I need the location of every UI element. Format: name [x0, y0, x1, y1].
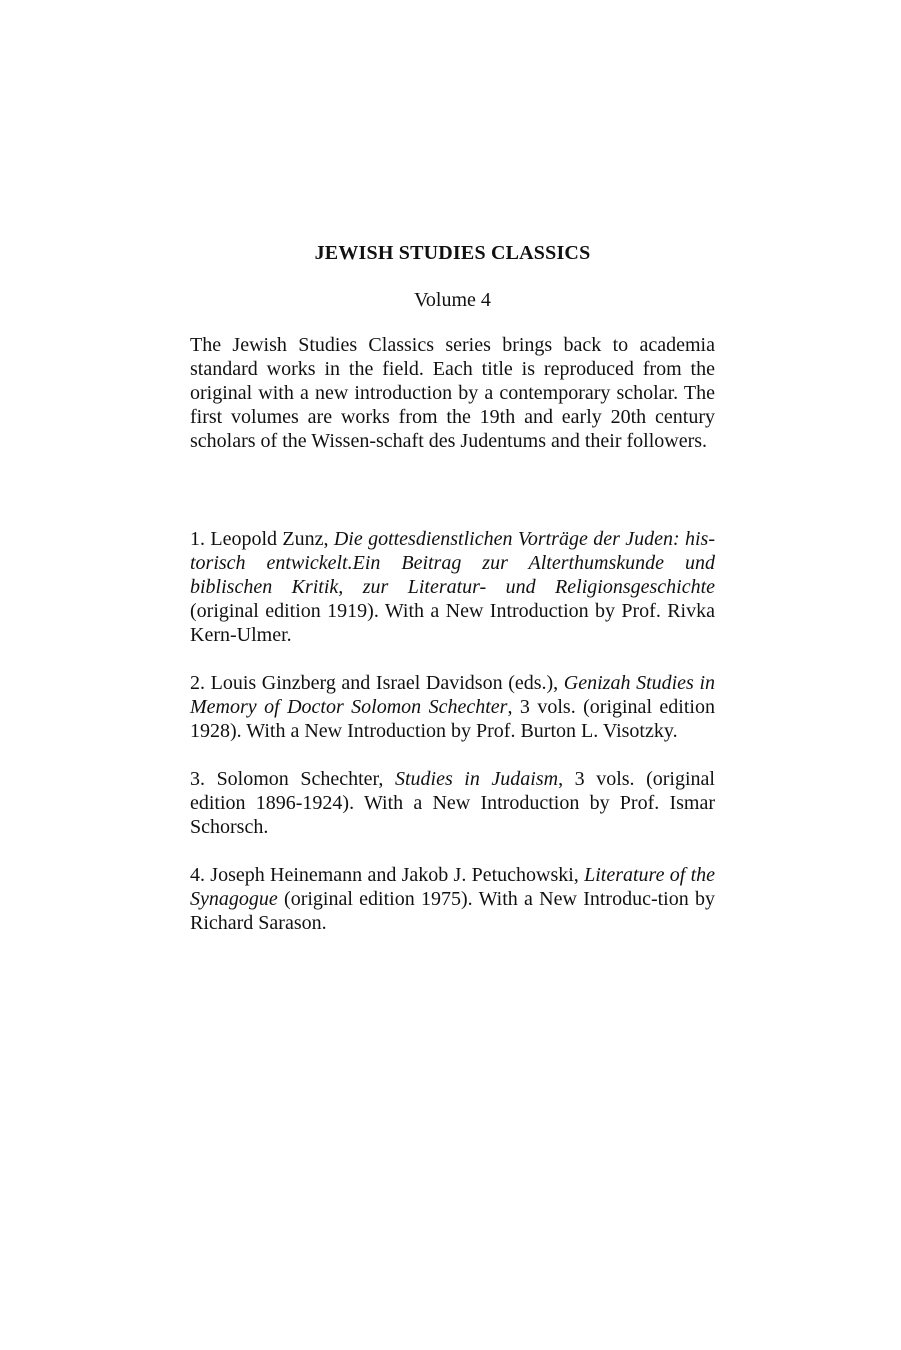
item-details: (original edition 1975). With a New Introduc-tion by Richard Sarason. — [190, 888, 716, 934]
item-work-title: Studies in Judaism — [394, 768, 559, 790]
item-work-title: Literature of the Synagogue — [190, 864, 716, 910]
series-title: JEWISH STUDIES CLASSICS — [314, 242, 591, 264]
item-author: Solomon Schechter, — [216, 768, 384, 790]
book-front-matter-page — [190, 238, 715, 959]
series-description: The Jewish Studies Classics series brings back to academia standard works in the field. Each title is reproduced from the original with a new introduction by a contemporary scholar. The first volumes are works from the 19th and early 20th century scholars of the Wissen-schaft des Judentums and their followers. — [190, 334, 715, 452]
item-author: Louis Ginzberg and Israel Davidson (eds.), — [210, 672, 559, 694]
item-work-title: Die gottesdienstlichen Vorträge der Juden: his-torisch entwickelt.Ein Beitrag zur Alterthumskunde und biblischen Kritik, zur Literatur- und Religionsgeschichte — [190, 528, 715, 598]
item-author: Leopold Zunz, — [210, 528, 329, 550]
item-details: , 3 vols. (original edition 1928). With a New Introduction by Prof. Burton L. Visotzky. — [190, 696, 715, 742]
series-titles-list — [190, 527, 715, 935]
item-number: 2. — [190, 672, 205, 694]
item-number: 3. — [190, 768, 205, 790]
list-item — [190, 863, 715, 935]
item-work-title: Genizah Studies in Memory of Doctor Solomon Schechter — [190, 672, 715, 718]
item-details: (original edition 1919). With a New Introduction by Prof. Rivka Kern-Ulmer. — [190, 600, 715, 646]
volume-label: Volume 4 — [414, 289, 491, 311]
list-item — [190, 671, 715, 743]
item-number: 1. — [190, 528, 205, 550]
item-number: 4. — [190, 864, 205, 886]
list-item — [190, 767, 715, 839]
list-item — [190, 527, 715, 647]
item-details: , 3 vols. (original edition 1896-1924). With a New Introduction by Prof. Ismar Schorsch. — [190, 768, 715, 838]
item-author: Joseph Heinemann and Jakob J. Petuchowski, — [210, 864, 579, 886]
